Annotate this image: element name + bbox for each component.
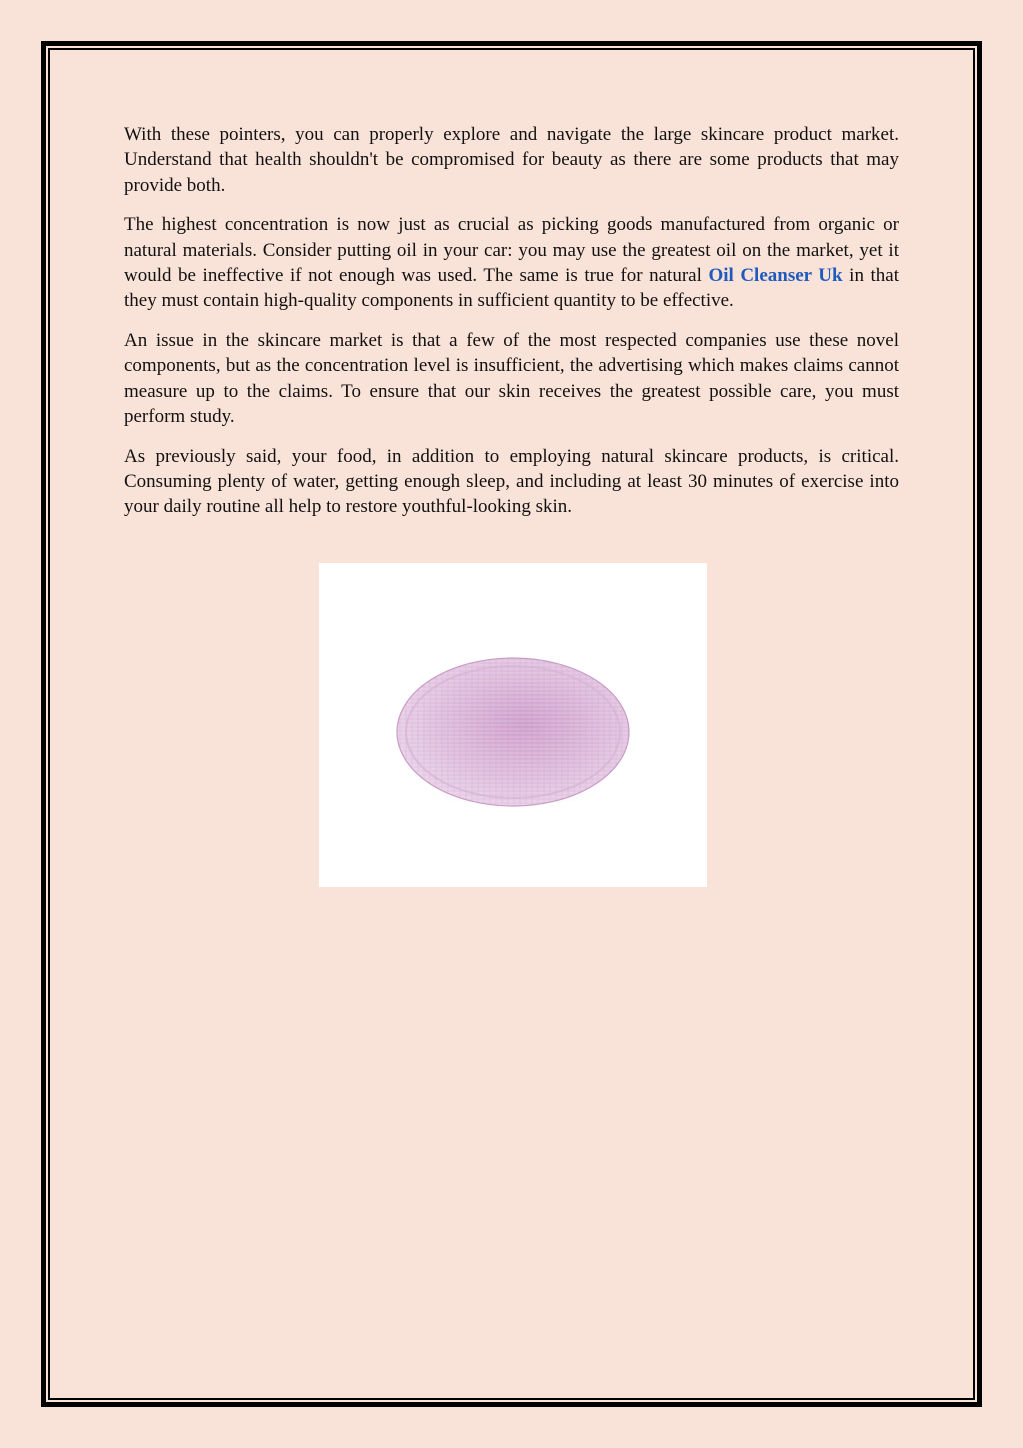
paragraph-4: As previously said, your food, in addition to employing natural skincare products, is critical. Consuming plenty of water, getting enough sleep, and including at least 30 minutes of exercise into your daily routine all help to restore youthful-looking skin. (124, 445, 899, 518)
paragraph-1: With these pointers, you can properly explore and navigate the large skincare product market. Understand that health shouldn't be compromised for beauty as there are some products that may provide both. (124, 124, 899, 196)
oval-cleansing-pad-icon (319, 563, 707, 887)
paragraph-3: An issue in the skincare market is that a few of the most respected companies use these novel components, but as the concentration level is insufficient, the advertising which makes claims cannot measure up to the claims. To ensure that our skin receives the greatest possible care, you must perform study. (124, 330, 899, 427)
paragraph-2-text-after-link: in that they must contain high-quality components in sufficient quantity to be effective. (124, 264, 899, 312)
oil-cleanser-uk-link[interactable]: Oil Cleanser Uk (708, 264, 843, 286)
document-body (124, 122, 899, 534)
paragraph-2-text-before-link: The highest concentration is now just as crucial as picking goods manufactured from organic or natural materials. Consider putting oil in your car: you may use the greatest oil on the market, yet it would be ineffective if not enough was used. The same is true for natural (124, 214, 899, 286)
paragraph-2 (124, 212, 899, 313)
cleansing-pad-image (319, 563, 707, 887)
